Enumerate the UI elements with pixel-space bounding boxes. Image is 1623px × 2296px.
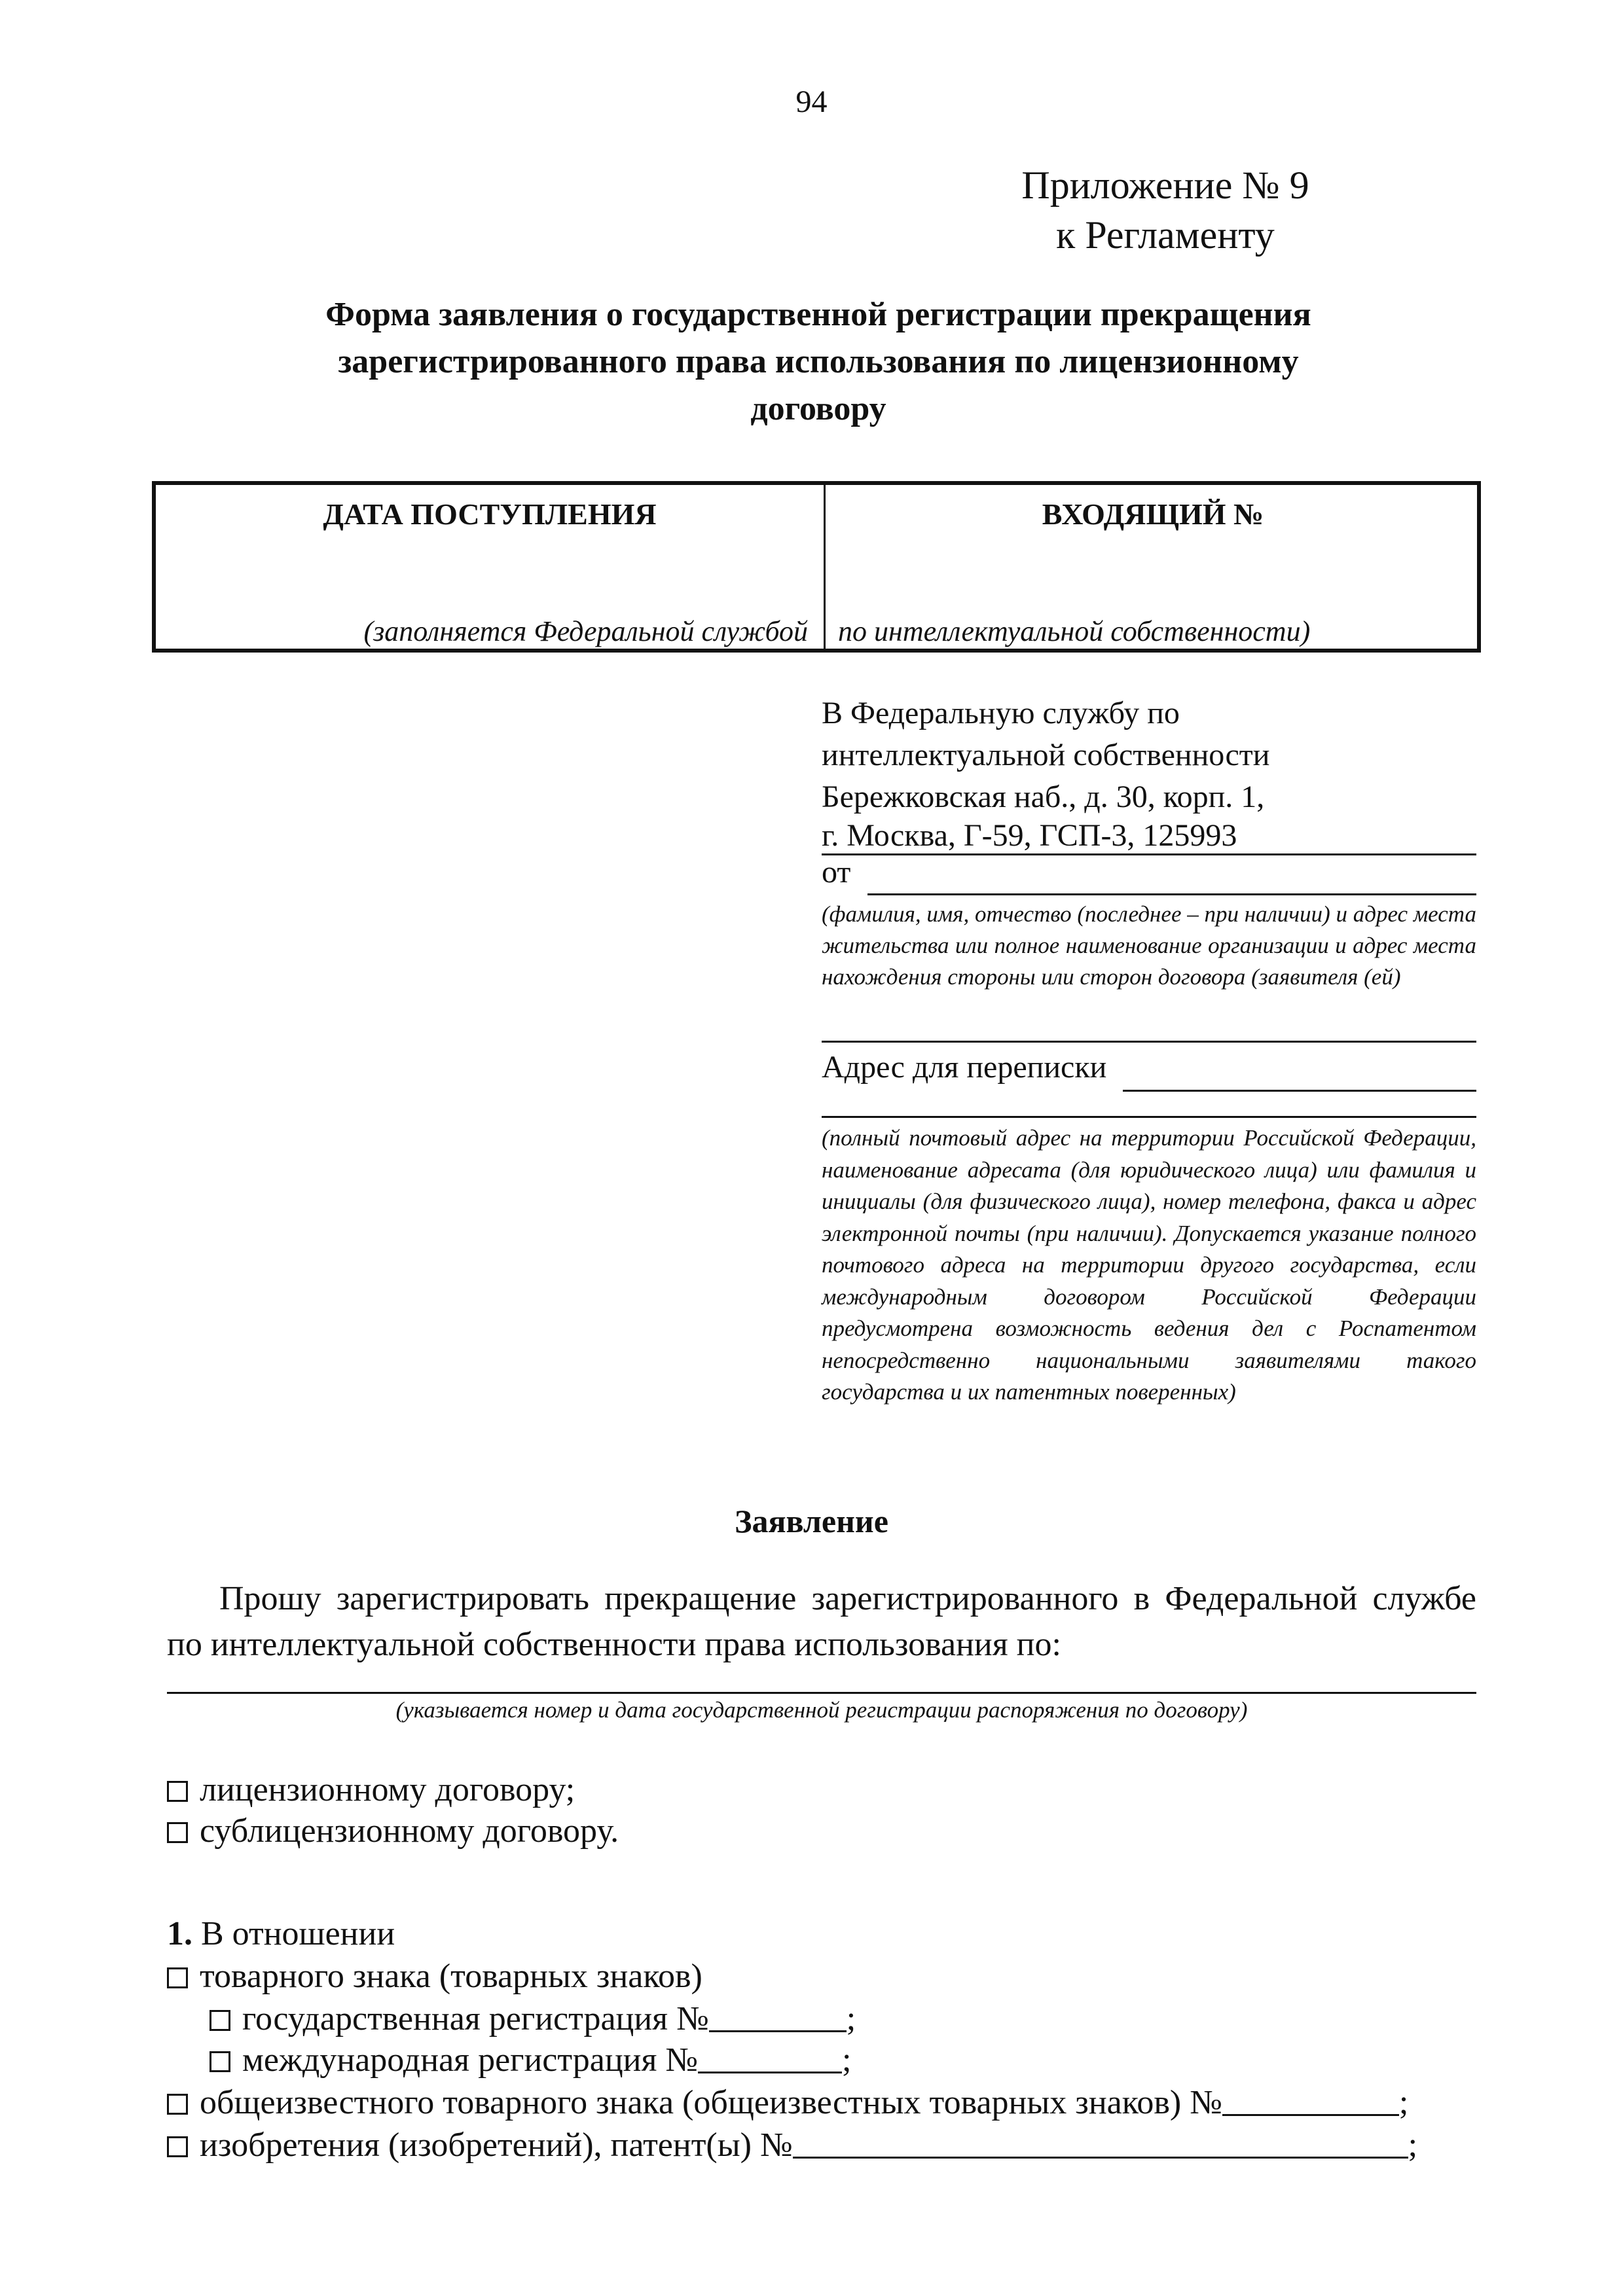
receipt-date-header: ДАТА ПОСТУПЛЕНИЯ bbox=[323, 497, 657, 531]
request-note: (указывается номер и дата государственной регистрации распоряжения по договору) bbox=[395, 1697, 1248, 1723]
option-license-contract[interactable] bbox=[167, 1770, 575, 1809]
registration-box bbox=[152, 481, 1481, 653]
appendix-label bbox=[917, 160, 1414, 260]
checkbox-icon[interactable] bbox=[210, 2051, 230, 2072]
checkbox-icon[interactable] bbox=[210, 2010, 230, 2031]
addressee-line-3: Бережковская наб., д. 30, корп. 1, bbox=[822, 780, 1265, 814]
patent-number-field[interactable] bbox=[793, 2128, 1408, 2159]
addressee-line-4: г. Москва, Г-59, ГСП-3, 125993 bbox=[822, 817, 1476, 855]
addressee-block bbox=[822, 692, 1476, 818]
registration-number-field[interactable] bbox=[167, 1659, 1476, 1694]
from-label: от bbox=[822, 855, 851, 889]
from-note: (фамилия, имя, отчество (последнее – при наличии) и адрес места жительства или полное наименование организации и адрес места нахождения стороны или сторон договора (заявителя (ей) bbox=[822, 901, 1476, 990]
option-label: государственная регистрация № bbox=[242, 2000, 709, 2037]
option-international-registration[interactable] bbox=[210, 2041, 851, 2079]
from-extra-line[interactable] bbox=[822, 1021, 1476, 1043]
checkbox-icon[interactable] bbox=[167, 2094, 188, 2115]
terminator: ; bbox=[842, 2041, 852, 2079]
from-field[interactable] bbox=[867, 867, 1476, 895]
page-number: 94 bbox=[795, 84, 828, 119]
option-label: общеизвестного товарного знака (общеизвестных товарных знаков) № bbox=[200, 2084, 1222, 2121]
registration-note-left: (заполняется Федеральной службой bbox=[363, 615, 808, 647]
option-state-registration[interactable] bbox=[210, 2000, 856, 2038]
checkbox-icon[interactable] bbox=[167, 1822, 188, 1843]
title-line-1: Форма заявления о государственной регистрации прекращения bbox=[325, 296, 1311, 333]
correspondence-field[interactable] bbox=[1123, 1064, 1476, 1092]
title-line-2: зарегистрированного права использования по лицензионному bbox=[338, 343, 1299, 380]
terminator: ; bbox=[1398, 2084, 1409, 2121]
request-text: Прошу зарегистрировать прекращение зарегистрированного в Федеральной службе по интеллектуальной собственности права использования по: bbox=[167, 1580, 1476, 1663]
correspondence-extra-line[interactable] bbox=[822, 1096, 1476, 1118]
option-sublicense-contract[interactable] bbox=[167, 1812, 619, 1850]
international-registration-number-field[interactable] bbox=[698, 2043, 842, 2073]
terminator: ; bbox=[846, 2000, 856, 2037]
correspondence-note: (полный почтовый адрес на территории Российской Федерации, наименование адресата (для юридического лица) или фамилия и инициалы (для физического лица), номер телефона, факса и адрес электронной почты (при наличии). Допускается указание полного почтового адреса на территории другого государства, если международным договором Российской Федерации предусмотрена возможность ведения дел с Роспатентом непосредственно национальными заявителями такого государства и их патентных поверенных) bbox=[822, 1125, 1476, 1405]
option-label: лицензионному договору; bbox=[200, 1771, 575, 1808]
well-known-trademark-number-field[interactable] bbox=[1222, 2085, 1399, 2116]
section-heading-text: В отношении bbox=[201, 1915, 395, 1952]
option-label: изобретения (изобретений), патент(ы) № bbox=[200, 2126, 793, 2164]
title-line-3: договору bbox=[750, 390, 886, 427]
statement-heading: Заявление bbox=[735, 1503, 888, 1539]
section-number: 1. bbox=[167, 1915, 192, 1952]
section-1-heading bbox=[167, 1914, 395, 1953]
option-label: товарного знака (товарных знаков) bbox=[200, 1958, 702, 1995]
option-label: международная регистрация № bbox=[242, 2041, 699, 2079]
option-invention[interactable] bbox=[167, 2126, 1417, 2164]
incoming-number-header: ВХОДЯЩИЙ № bbox=[1042, 497, 1264, 531]
checkbox-icon[interactable] bbox=[167, 1781, 188, 1802]
state-registration-number-field[interactable] bbox=[709, 2001, 847, 2032]
addressee-line-1: В Федеральную службу по bbox=[822, 696, 1180, 730]
form-title bbox=[196, 291, 1440, 433]
option-well-known-trademark[interactable] bbox=[167, 2083, 1408, 2122]
checkbox-icon[interactable] bbox=[167, 1967, 188, 1988]
appendix-line-1: Приложение № 9 bbox=[1021, 164, 1309, 207]
appendix-line-2: к Регламенту bbox=[1056, 213, 1275, 257]
registration-note-right: по интеллектуальной собственности) bbox=[838, 615, 1311, 647]
checkbox-icon[interactable] bbox=[167, 2136, 188, 2157]
terminator: ; bbox=[1408, 2126, 1418, 2164]
addressee-line-2: интеллектуальной собственности bbox=[822, 738, 1270, 772]
option-trademark[interactable] bbox=[167, 1957, 702, 1996]
correspondence-label: Адрес для переписки bbox=[822, 1050, 1107, 1085]
option-label: сублицензионному договору. bbox=[200, 1812, 619, 1850]
